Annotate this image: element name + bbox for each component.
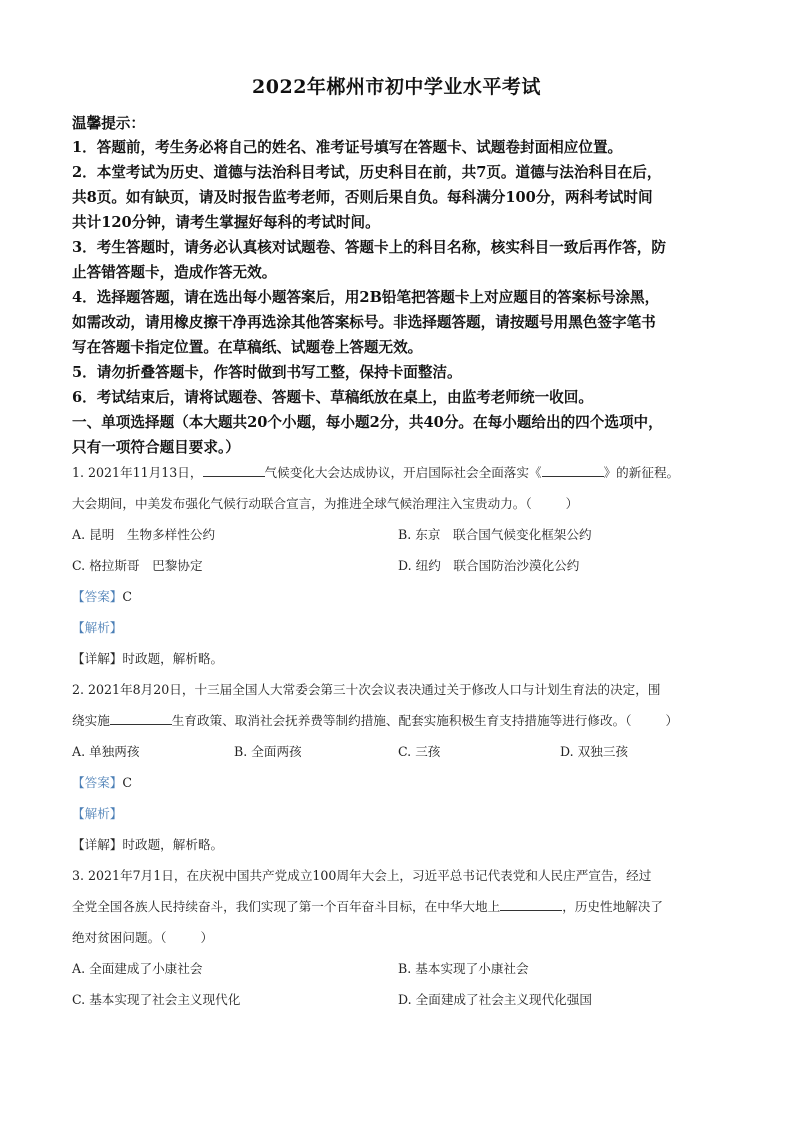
question-1-option-a: A. 昆明 生物多样性公约 xyxy=(72,527,216,542)
question-2-detail: 【详解】时政题，解析略。 xyxy=(72,837,224,852)
question-2-option-b: B. 全面两孩 xyxy=(234,744,302,759)
notice-line: 写在答题卡指定位置。在草稿纸、试题卷上答题无效。 xyxy=(72,339,423,356)
section-heading-cont: 只有一项符合题目要求。） xyxy=(72,439,240,456)
notice-line: 4．选择题答题，请在选出每小题答案后，用2B铅笔把答题卡上对应题目的答案标号涂黑， xyxy=(72,289,660,306)
question-3-stem-end: 绝对贫困问题。（ ） xyxy=(72,930,214,945)
answer-blank xyxy=(110,712,172,725)
notice-line: 2．本堂考试为历史、道德与法治科目考试，历史科目在前，共7页。道德与法治科目在后， xyxy=(72,164,662,181)
notice-heading: 温馨提示： xyxy=(72,115,145,132)
question-3-option-c: C. 基本实现了社会主义现代化 xyxy=(72,992,241,1007)
notice-line: 1．答题前，考生务必将自己的姓名、准考证号填写在答题卡、试题卷封面相应位置。 xyxy=(72,139,623,156)
notice-line: 止答错答题卡，造成作答无效。 xyxy=(72,264,277,281)
question-3-option-b: B. 基本实现了小康社会 xyxy=(398,961,529,976)
question-3-stem: 3. 2021年7月1日，在庆祝中国共产党成立100周年大会上，习近平总书记代表党和人民庄严宣告，经过 xyxy=(72,868,652,883)
question-2-option-c: C. 三孩 xyxy=(398,744,441,759)
question-2-answer: 【答案】C xyxy=(72,775,133,790)
question-1-option-c: C. 格拉斯哥 巴黎协定 xyxy=(72,558,203,573)
question-1-stem-cont: 大会期间，中美发布强化气候行动联合宣言，为推进全球气候治理注入宝贵动力。（ ） xyxy=(72,496,579,511)
question-2-analysis-label: 【解析】 xyxy=(72,806,123,821)
question-1-detail: 【详解】时政题，解析略。 xyxy=(72,651,224,666)
notice-line: 共8页。如有缺页，请及时报告监考老师，否则后果自负。每科满分100分，两科考试时间 xyxy=(72,189,653,206)
question-1-answer: 【答案】C xyxy=(72,589,133,604)
question-3-stem-cont: 全党全国各族人民持续奋斗，我们实现了第一个百年奋斗目标，在中华大地上 ，历史性地解决了 xyxy=(72,899,663,914)
question-2-option-a: A. 单独两孩 xyxy=(72,744,140,759)
answer-blank xyxy=(542,464,604,477)
notice-line: 共计120分钟，请考生掌握好每科的考试时间。 xyxy=(72,214,380,231)
question-3-option-a: A. 全面建成了小康社会 xyxy=(72,961,203,976)
exam-title: 2022年郴州市初中学业水平考试 xyxy=(252,76,541,98)
question-1-analysis-label: 【解析】 xyxy=(72,620,123,635)
answer-blank xyxy=(500,898,562,911)
notice-line: 如需改动，请用橡皮擦干净再选涂其他答案标号。非选择题答题，请按题号用黑色签字笔书 xyxy=(72,314,656,331)
notice-line: 6．考试结束后，请将试题卷、答题卡、草稿纸放在桌上，由监考老师统一收回。 xyxy=(72,389,593,406)
question-3-option-d: D. 全面建成了社会主义现代化强国 xyxy=(398,992,592,1007)
question-2-stem-cont: 绕实施 生育政策、取消社会抚养费等制约措施、配套实施积极生育支持措施等进行修改。（ ） xyxy=(72,713,679,728)
section-heading: 一、单项选择题（本大题共20个小题，每小题2分，共40分。在每小题给出的四个选项中， xyxy=(72,414,663,431)
notice-line: 5．请勿折叠答题卡，作答时做到书写工整，保持卡面整洁。 xyxy=(72,364,462,381)
question-2-stem: 2. 2021年8月20日，十三届全国人大常委会第三十次会议表决通过关于修改人口与计划生育法的决定，围 xyxy=(72,682,661,697)
answer-blank xyxy=(203,464,265,477)
question-1-option-d: D. 纽约 联合国防治沙漠化公约 xyxy=(398,558,580,573)
question-2-option-d: D. 双独三孩 xyxy=(560,744,629,759)
question-1-stem: 1. 2021年11月13日， 气候变化大会达成协议，开启国际社会全面落实《 》的新征程。 xyxy=(72,465,680,480)
question-1-option-b: B. 东京 联合国气候变化框架公约 xyxy=(398,527,592,542)
notice-line: 3．考生答题时，请务必认真核对试题卷、答题卡上的科目名称，核实科目一致后再作答，防 xyxy=(72,239,666,256)
